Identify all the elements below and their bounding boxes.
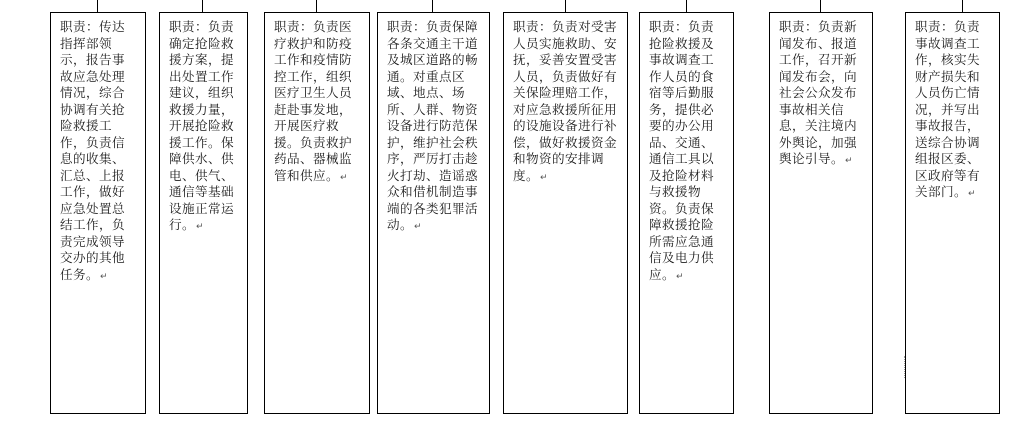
duty-box-6[interactable] (639, 12, 734, 414)
duty-text: 职责：负责新闻发布、报道工作，召开新闻发布会，向社会公众发布事故相关信息，关注境内外舆论，加强舆论引导。↵ (779, 19, 857, 166)
connector-line (97, 0, 98, 12)
connector-line (316, 0, 317, 12)
duty-box-1[interactable] (50, 12, 146, 414)
duty-box-3[interactable] (264, 12, 370, 414)
text-boundary-marker (904, 356, 907, 378)
duty-box-4[interactable] (377, 12, 490, 414)
duty-box-5[interactable] (503, 12, 628, 414)
duty-text: 职责：负责对受害人员实施救助、安抚，妥善安置受害人员，负责做好有关保险理赔工作，对应急救援所征用的设施设备进行补偿，做好救援资金和物资的安排调度。↵ (513, 19, 617, 183)
duty-box-8[interactable] (905, 12, 1000, 414)
paragraph-mark-icon: ↵ (844, 156, 853, 166)
paragraph-mark-icon: ↵ (339, 172, 348, 183)
connector-line (686, 0, 687, 12)
connector-line (565, 0, 566, 12)
duty-text: 职责：负责抢险救援及事故调查工作人员的食宿等后勤服务，提供必要的办公用品、交通、通信工具以及抢险材料与救援物资。负责保障救援抢险所需应急通信及电力供应。↵ (649, 19, 714, 282)
duty-text: 职责：负责事故调查工作，核实失财产损失和人员伤亡情况，并写出事故报告，送综合协调组报区委、区政府等有关部门。↵ (915, 19, 980, 199)
duty-text: 职责：传达指挥部领示，报告事故应急处理情况，综合协调有关抢险救援工作，负责信息的收集、汇总、上报工作，做好应急处置总结工作，负责完成领导交办的其他任务。↵ (60, 19, 125, 282)
paragraph-mark-icon: ↵ (99, 271, 108, 282)
duty-text: 职责：负责确定抢险救援方案，提出处置工作建议，组织救援力量，开展抢险救援工作。保障供水、供电、供气、通信等基础设施正常运行。↵ (169, 19, 234, 232)
connector-line (432, 0, 433, 12)
connector-line (962, 0, 963, 12)
duty-box-2[interactable] (159, 12, 248, 414)
paragraph-mark-icon: ↵ (676, 271, 684, 282)
connector-line (820, 0, 821, 12)
paragraph-mark-icon: ↵ (540, 172, 548, 183)
paragraph-mark-icon: ↵ (196, 222, 204, 232)
paragraph-mark-icon: ↵ (414, 222, 422, 232)
duty-text: 职责：负责医疗救护和防疫工作和疫情防控工作，组织医疗卫生人员赶赴事发地，开展医疗救援。负责救护药品、器械监管和供应。↵ (274, 19, 352, 183)
connector-line (202, 0, 203, 12)
duty-box-7[interactable] (769, 12, 873, 414)
duty-text: 职责：负责保障各条交通主干道及城区道路的畅通。对重点区域、地点、场所、人群、物资设备进行防范保护，维护社会秩序，严厉打击趁火打劫、造谣惑众和借机制造事端的各类犯罪活动。↵ (387, 19, 478, 232)
paragraph-mark-icon: ↵ (967, 189, 976, 199)
